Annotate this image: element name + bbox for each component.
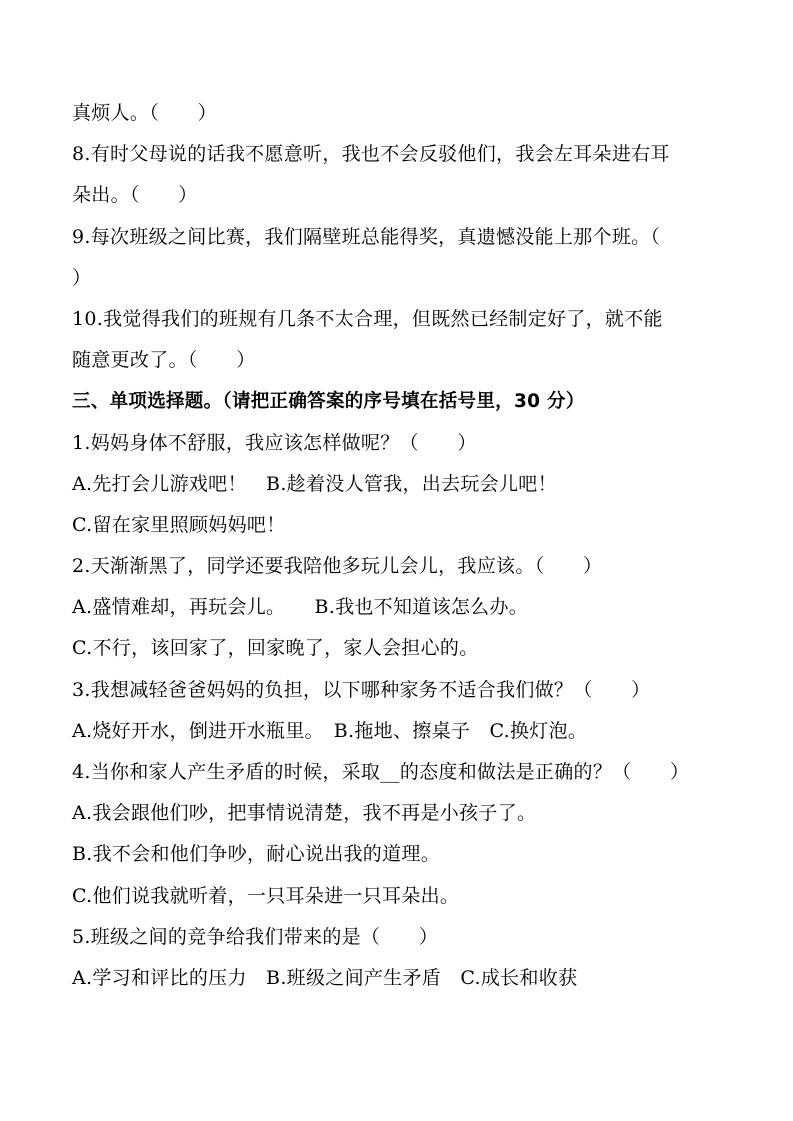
q9-text: 9.每次班级之间比赛，我们隔壁班总能得奖，真遗憾没能上那个班。（ [72,225,661,248]
document-page [72,93,732,999]
mc-q3-text: 3.我想减轻爸爸妈妈的负担，以下哪种家务不适合我们做？（ ） [72,678,651,701]
mc-q4-option-a: A.我会跟他们吵，把事情说清楚，我不再是小孩子了。 [72,802,537,825]
mc-q2-text: 2.天渐渐黑了，同学还要我陪他多玩儿会儿，我应该。（ ） [72,555,603,578]
mc-q5-text: 5.班级之间的竞争给我们带来的是（ ） [72,925,439,948]
q8-text: 8.有时父母说的话我不愿意听，我也不会反驳他们，我会左耳朵进右耳 [72,143,670,166]
q10-text: 10.我觉得我们的班规有几条不太合理，但既然已经制定好了，就不能 [72,307,663,330]
q10-continuation: 随意更改了。（ ） [72,349,256,372]
mc-q2-options-ab: A.盛情难却，再玩会儿。 B.我也不知道该怎么办。 [72,596,529,619]
mc-q3-options: A.烧好开水，倒进开水瓶里。 B.拖地、擦桌子 C.换灯泡。 [72,719,588,742]
mc-q1-options-ab: A.先打会儿游戏吧！ B.趁着没人管我，出去玩会儿吧！ [72,472,557,495]
mc-q4-option-c: C.他们说我就听着，一只耳朵进一只耳朵出。 [72,884,460,907]
mc-q4-option-b: B.我不会和他们争吵，耐心说出我的道理。 [72,843,441,866]
q7-continuation: 真烦人。（ ） [72,102,217,124]
section-three-heading: 三、单项选择题。（请把正确答案的序号填在括号里，30 分） [72,391,585,413]
mc-q2-option-c: C.不行，该回家了，回家晚了，家人会担心的。 [72,637,479,660]
mc-q4-text: 4.当你和家人产生矛盾的时候，采取__的态度和做法是正确的？（ ） [72,761,690,783]
mc-q1-text: 1.妈妈身体不舒服，我应该怎样做呢？（ ） [72,431,477,454]
mc-q5-options: A.学习和评比的压力 B.班级之间产生矛盾 C.成长和收获 [72,966,578,989]
q9-continuation: ） [72,266,92,289]
mc-q1-option-c: C.留在家里照顾妈妈吧！ [72,513,286,536]
q8-continuation: 朵出。（ ） [72,184,198,207]
